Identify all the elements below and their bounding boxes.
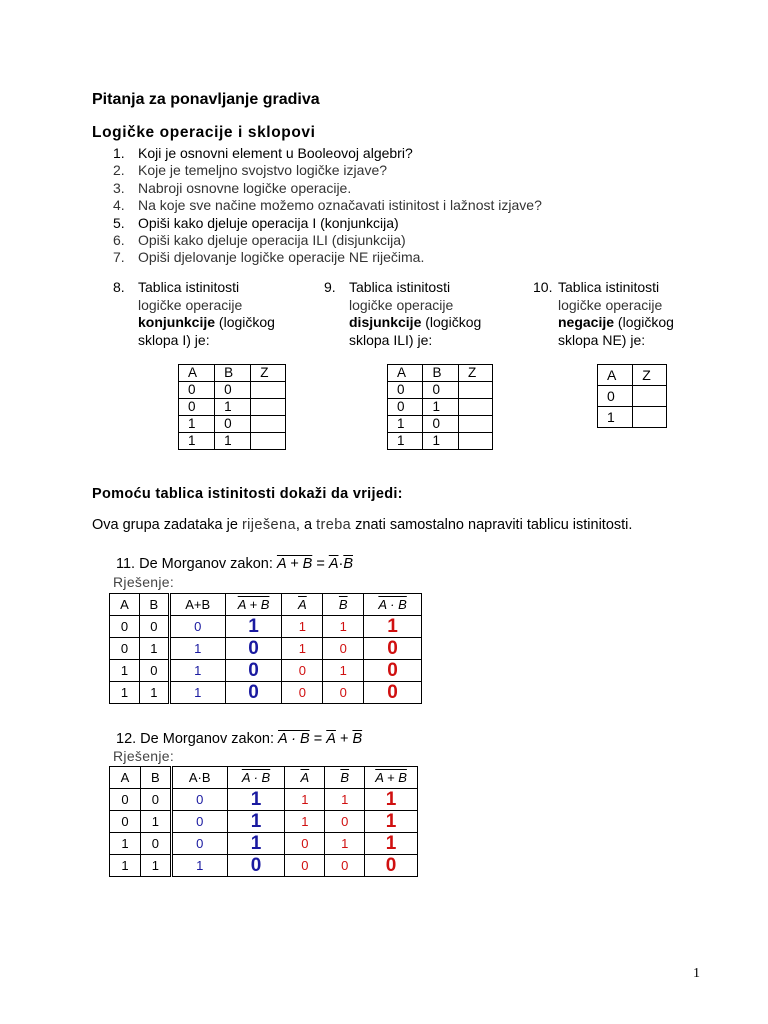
table-header: A + B [225, 594, 282, 616]
table-row [598, 407, 667, 428]
question-number: 5. [113, 214, 125, 231]
question-number: 10. [533, 279, 553, 295]
formula-term: $\overline{A}$ [328, 556, 339, 572]
solution-label: Rješenje: [113, 574, 175, 590]
question-number: 6. [113, 232, 125, 249]
table-header: A · B [364, 594, 422, 616]
table-cell-empty [458, 433, 492, 450]
table-row [110, 833, 418, 855]
table-cell: 1 [227, 789, 285, 811]
table-cell: 1 [365, 811, 418, 833]
table-cell: 0 [364, 660, 422, 682]
question-text: Opiši kako djeluje operacija I (konjunkcija) [138, 214, 399, 231]
question-item [113, 145, 542, 162]
table-cell: 1 [171, 855, 227, 877]
block-line-rest: (logičkog [421, 314, 482, 331]
table-cell: 1 [139, 638, 169, 660]
table-cell: 0 [325, 855, 365, 877]
table-cell: 1 [227, 811, 285, 833]
table-cell: 0 [140, 789, 171, 811]
table-row [179, 399, 286, 416]
table-cell: 1 [215, 433, 251, 450]
section-title: Logičke operacije i sklopovi [92, 124, 316, 141]
question-number: 4. [113, 197, 125, 214]
operation-name: negacije [558, 314, 615, 331]
table-row [388, 382, 493, 399]
table-cell: 0 [325, 811, 365, 833]
question-number: 1. [113, 145, 125, 161]
table-cell: 1 [179, 433, 215, 450]
block-line: sklopa ILI) je: [349, 331, 433, 348]
table-cell: 1 [282, 616, 323, 638]
table-cell: 0 [227, 855, 285, 877]
block-line-rest: (logičkog [215, 314, 275, 331]
truth-table-law-12 [109, 766, 418, 877]
table-cell-empty [633, 407, 667, 428]
table-cell: 1 [325, 833, 365, 855]
question-number: 9. [324, 279, 336, 295]
table-cell: 0 [365, 855, 418, 877]
formula-term: $\overline{B}$ [343, 556, 353, 572]
table-cell: 0 [323, 638, 364, 660]
question-item [113, 249, 542, 266]
question-text: Opiši djelovanje logičke operacije NE riječima. [138, 249, 425, 266]
table-cell: 0 [139, 616, 169, 638]
table-row [110, 660, 422, 682]
formula-lhs: A · B [278, 731, 310, 747]
table-cell-empty [458, 382, 492, 399]
table-row [598, 386, 667, 407]
question-text: Na koje sve načine možemo označavati istinitost i lažnost izjave? [138, 197, 542, 214]
block-line: logičke operacije [558, 296, 663, 313]
table-header-row [110, 767, 418, 789]
table-cell: 1 [423, 433, 458, 450]
table-cell: 1 [227, 833, 285, 855]
table-cell: 0 [282, 682, 323, 704]
table-row [110, 789, 418, 811]
table-row [388, 416, 493, 433]
table-header: Z [633, 365, 667, 386]
table-cell-empty [251, 433, 286, 450]
question-text: Koje je temeljno svojstvo logičke izjave? [138, 162, 388, 179]
truth-table-law-11 [109, 593, 422, 704]
table-cell: 1 [169, 660, 225, 682]
table-header-row [598, 365, 667, 386]
table-header: $\overline{B}$ [325, 767, 365, 789]
table-cell-empty [251, 382, 286, 399]
formula-operator: + [339, 731, 349, 747]
table-header-row [179, 365, 286, 382]
block-line [138, 314, 275, 332]
table-row [110, 616, 422, 638]
block-line-rest: (logičkog [614, 314, 674, 331]
law-11-formula [116, 556, 353, 572]
table-cell: 0 [225, 682, 282, 704]
formula-lhs: A + B [276, 556, 313, 572]
table-cell: 1 [364, 616, 422, 638]
table-header: $\overline{A}$ [282, 594, 323, 616]
table-cell: 1 [323, 660, 364, 682]
table-cell-empty [251, 416, 286, 433]
question-item [113, 162, 542, 179]
table-row [388, 433, 493, 450]
table-cell: 1 [179, 416, 215, 433]
table-cell: 0 [285, 833, 325, 855]
block-line: logičke operacije [349, 296, 454, 313]
block-line: logičke operacije [138, 296, 243, 313]
block-line: sklopa NE) je: [558, 331, 646, 348]
table-cell: 0 [110, 789, 141, 811]
table-header-row [110, 594, 422, 616]
table-header: A·B [171, 767, 227, 789]
note-part: treba [316, 517, 352, 533]
formula-operator: · [338, 556, 344, 572]
table-cell-empty [633, 386, 667, 407]
law-label: 12. De Morganov zakon: [116, 731, 274, 747]
table-cell: 1 [215, 399, 251, 416]
formula-term: $\overline{B}$ [352, 731, 363, 747]
table-row [110, 638, 422, 660]
block-line: Tablica istinitosti [558, 279, 660, 295]
table-cell: 1 [285, 811, 325, 833]
table-cell: 0 [169, 616, 225, 638]
table-header: B [423, 365, 458, 382]
table-cell: 1 [110, 855, 141, 877]
table-header: $\overline{B}$ [323, 594, 364, 616]
operation-name: disjunkcije [349, 314, 422, 331]
table-header-row [388, 365, 493, 382]
table-cell: 1 [388, 433, 423, 450]
table-cell-empty [458, 416, 492, 433]
truth-table-negation [597, 364, 667, 428]
table-header: A+B [169, 594, 225, 616]
table-cell: 0 [285, 855, 325, 877]
table-cell: 0 [215, 416, 251, 433]
table-cell: 1 [388, 416, 423, 433]
table-cell: 1 [285, 789, 325, 811]
table-cell: 1 [365, 789, 418, 811]
table-cell-empty [251, 399, 286, 416]
question-number: 8. [113, 279, 125, 295]
table-header: A [388, 365, 423, 382]
block-line [558, 314, 674, 332]
question-text: Nabroji osnovne logičke operacije. [138, 179, 352, 196]
table-cell: 1 [140, 811, 171, 833]
table-header: A [110, 767, 141, 789]
page-number: 1 [693, 966, 700, 981]
proof-heading: Pomoću tablica istinitosti dokaži da vrijedi: [92, 486, 403, 502]
formula-term: $\overline{A}$ [326, 731, 336, 747]
question-list [113, 145, 542, 267]
table-cell: 1 [323, 616, 364, 638]
table-header: A · B [227, 767, 285, 789]
note-part: Ova grupa zadataka je [92, 517, 242, 533]
table-cell: 1 [225, 616, 282, 638]
page-title: Pitanja za ponavljanje gradiva [92, 91, 320, 108]
table-header: B [140, 767, 171, 789]
question-item [113, 215, 542, 232]
block-line: Tablica istinitosti [138, 279, 240, 295]
table-cell: 0 [171, 811, 227, 833]
table-header: A [179, 365, 215, 382]
table-header: B [139, 594, 169, 616]
table-row [179, 416, 286, 433]
block-line [349, 314, 481, 332]
table-cell: 0 [179, 399, 215, 416]
table-cell: 1 [169, 638, 225, 660]
table-cell: 0 [388, 399, 423, 416]
truth-table-conjunction [178, 364, 286, 450]
table-row [110, 855, 418, 877]
table-header: A [110, 594, 140, 616]
table-header: A [598, 365, 633, 386]
question-item [113, 180, 542, 197]
table-cell: 1 [365, 833, 418, 855]
law-12-formula [116, 731, 362, 747]
truth-table-disjunction [387, 364, 493, 450]
instruction-note [92, 517, 632, 533]
block-line: Tablica istinitosti [349, 279, 451, 295]
question-number: 3. [113, 179, 125, 196]
operation-name: konjunkcije [138, 314, 216, 331]
table-cell: 1 [110, 660, 140, 682]
table-cell: 0 [110, 616, 140, 638]
table-cell: 1 [169, 682, 225, 704]
equals-sign: = [316, 556, 325, 572]
block-line: sklopa I) je: [138, 331, 210, 348]
table-cell: 0 [171, 789, 227, 811]
table-cell: 1 [282, 638, 323, 660]
table-cell: 0 [140, 833, 171, 855]
table-cell: 0 [225, 660, 282, 682]
table-cell: 0 [423, 382, 458, 399]
equals-sign: = [313, 731, 323, 747]
table-row [388, 399, 493, 416]
table-cell: 1 [140, 855, 171, 877]
table-row [179, 382, 286, 399]
table-cell: 0 [171, 833, 227, 855]
table-header: Z [458, 365, 492, 382]
table-cell: 0 [215, 382, 251, 399]
table-cell: 1 [110, 833, 141, 855]
table-cell-empty [458, 399, 492, 416]
question-text: Koji je osnovni element u Booleovoj algebri? [138, 145, 413, 161]
table-cell: 0 [364, 682, 422, 704]
table-cell: 0 [423, 416, 458, 433]
table-cell: 0 [110, 811, 141, 833]
table-cell: 1 [325, 789, 365, 811]
table-header: Z [251, 365, 286, 382]
question-text: Opiši kako djeluje operacija ILI (disjunkcija) [138, 232, 406, 249]
question-number: 7. [113, 249, 125, 266]
table-cell: 0 [323, 682, 364, 704]
question-item [113, 232, 542, 249]
table-header: B [215, 365, 251, 382]
table-cell: 0 [225, 638, 282, 660]
table-cell: 0 [139, 660, 169, 682]
note-part: znati samostalno napraviti tablicu istinitosti. [351, 517, 633, 533]
question-number: 2. [113, 162, 125, 179]
table-cell: 1 [110, 682, 140, 704]
law-label: 11. De Morganov zakon: [116, 556, 273, 572]
question-item [113, 197, 542, 214]
table-cell: 0 [388, 382, 423, 399]
table-row [110, 682, 422, 704]
table-cell: 1 [139, 682, 169, 704]
table-row [179, 433, 286, 450]
table-header: $\overline{A}$ [285, 767, 325, 789]
table-row [110, 811, 418, 833]
table-cell: 0 [364, 638, 422, 660]
solution-label: Rješenje: [113, 748, 175, 764]
table-cell: 0 [598, 386, 633, 407]
table-cell: 1 [598, 407, 633, 428]
table-cell: 0 [179, 382, 215, 399]
table-cell: 0 [110, 638, 140, 660]
table-cell: 0 [282, 660, 323, 682]
note-part: , a [295, 517, 317, 533]
table-cell: 1 [423, 399, 458, 416]
table-header: A + B [365, 767, 418, 789]
note-part: riješena [241, 517, 296, 533]
